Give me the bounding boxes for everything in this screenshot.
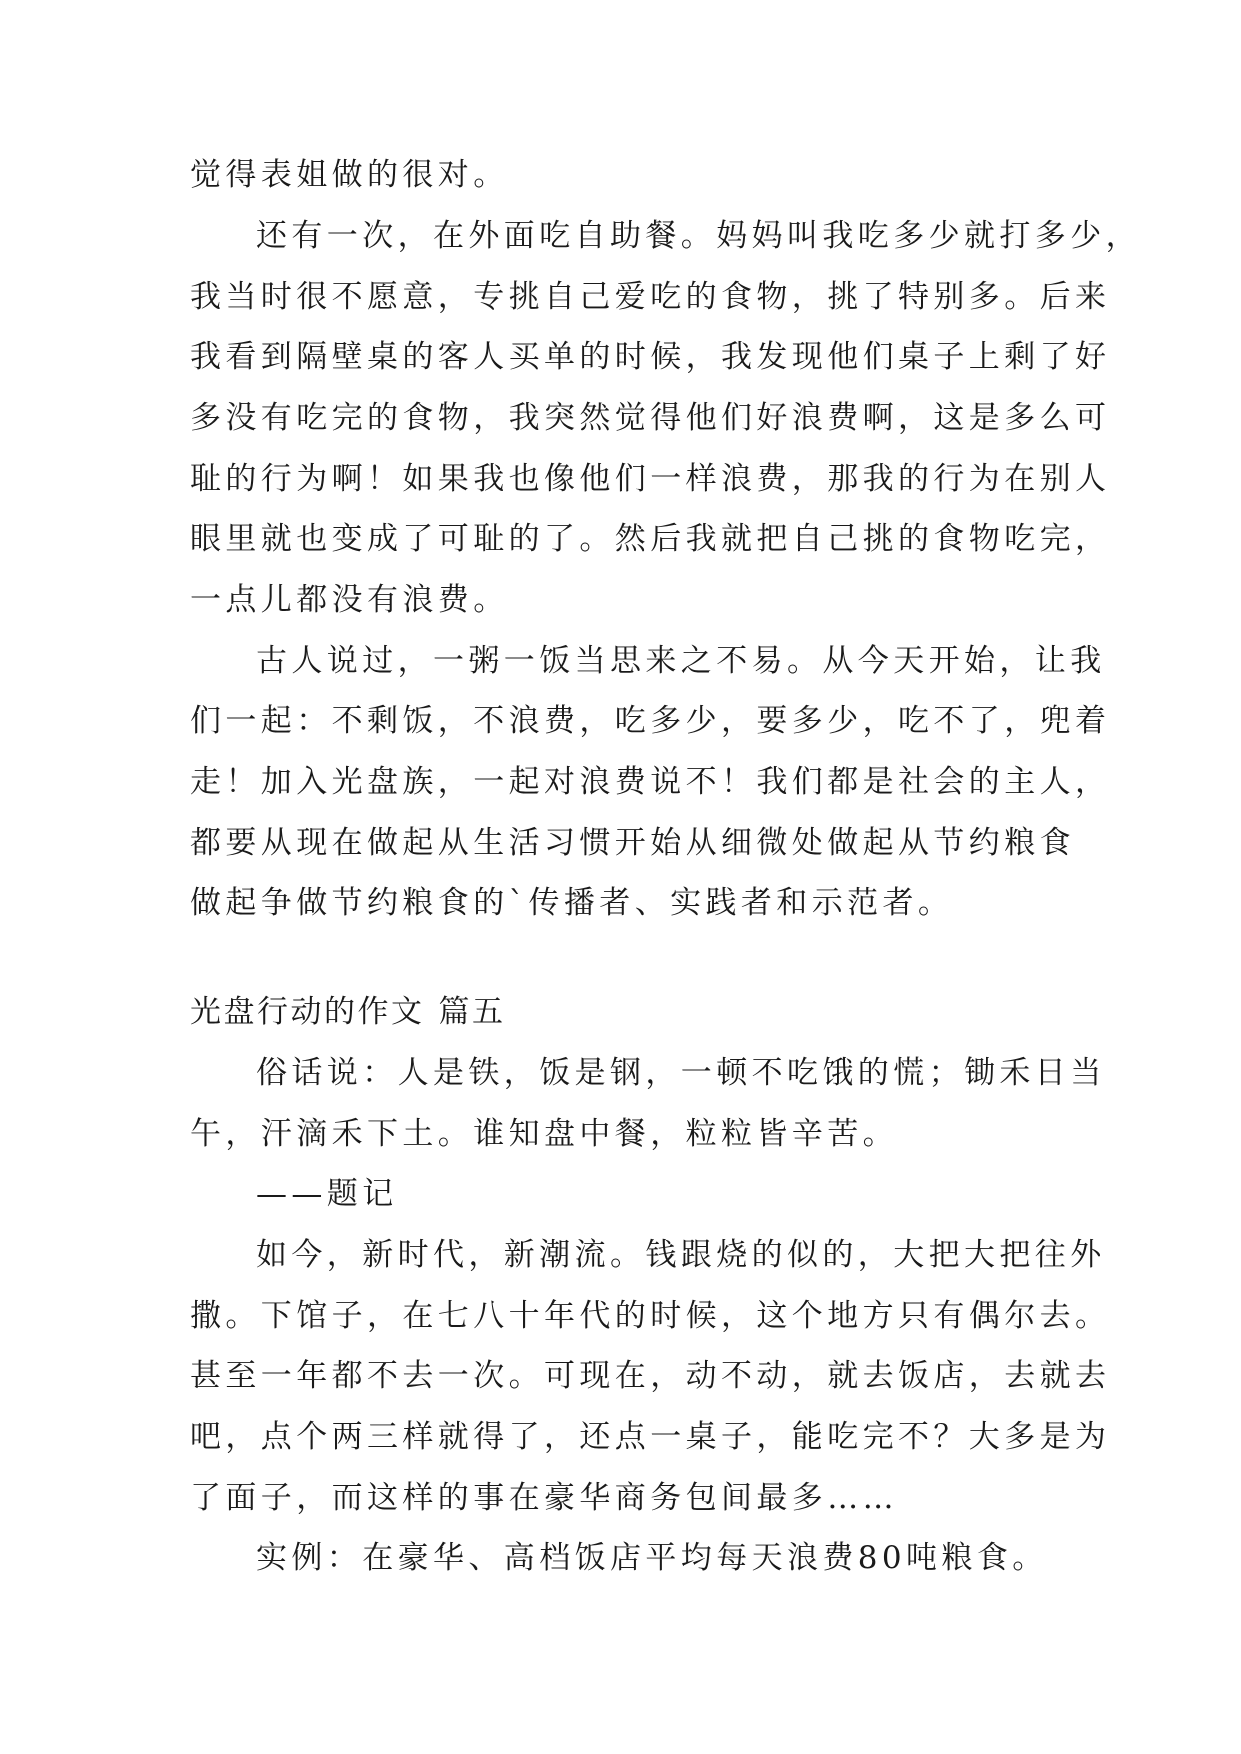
paragraph-line: 了面子，而这样的事在豪华商务包间最多…… <box>190 1480 898 1516</box>
section-title: 光盘行动的作文 <box>190 994 425 1030</box>
paragraph-line: 们一起：不剩饭，不浪费，吃多少，要多少，吃不了，兜着 <box>190 703 1111 739</box>
paragraph-line: 多没有吃完的食物，我突然觉得他们好浪费啊，这是多么可 <box>190 400 1111 436</box>
section-part-label: 篇五 <box>438 994 506 1030</box>
paragraph-line: 古人说过，一粥一饭当思来之不易。从今天开始，让我 <box>256 643 1106 679</box>
paragraph-line: 吧，点个两三样就得了，还点一桌子，能吃完不？大多是为 <box>190 1419 1111 1455</box>
paragraph-line: 我看到隔壁桌的客人买单的时候，我发现他们桌子上剩了好 <box>190 339 1111 375</box>
section-heading <box>190 988 1070 1036</box>
paragraph-line: 眼里就也变成了可耻的了。然后我就把自己挑的食物吃完， <box>190 521 1111 557</box>
paragraph-line: 都要从现在做起从生活习惯开始从细微处做起从节约粮食 <box>190 825 1075 861</box>
paragraph-line: 实例：在豪华、高档饭店平均每天浪费80吨粮食。 <box>256 1540 1048 1576</box>
paragraph-line: 俗话说：人是铁，饭是钢，一顿不吃饿的慌；锄禾日当 <box>256 1055 1106 1091</box>
epigraph-attribution: ——题记 <box>256 1176 398 1212</box>
paragraph-line: 甚至一年都不去一次。可现在，动不动，就去饭店，去就去 <box>190 1358 1111 1394</box>
paragraph-line: 觉得表姐做的很对。 <box>190 157 509 193</box>
paragraph-line: 耻的行为啊！如果我也像他们一样浪费，那我的行为在别人 <box>190 461 1111 497</box>
paragraph-line: 做起争做节约粮食的`传播者、实践者和示范者。 <box>190 885 954 921</box>
paragraph-line: 我当时很不愿意，专挑自己爱吃的食物，挑了特别多。后来 <box>190 279 1111 315</box>
paragraph-line: 撒。下馆子，在七八十年代的时候，这个地方只有偶尔去。 <box>190 1298 1111 1334</box>
paragraph-line: 午，汗滴禾下土。谁知盘中餐，粒粒皆辛苦。 <box>190 1116 898 1152</box>
paragraph-line: 如今，新时代，新潮流。钱跟烧的似的，大把大把往外 <box>256 1237 1106 1273</box>
paragraph-line: 一点儿都没有浪费。 <box>190 582 509 618</box>
paragraph-line: 走！加入光盘族，一起对浪费说不！我们都是社会的主人， <box>190 764 1111 800</box>
paragraph-line: 还有一次，在外面吃自助餐。妈妈叫我吃多少就打多少， <box>256 218 1141 254</box>
